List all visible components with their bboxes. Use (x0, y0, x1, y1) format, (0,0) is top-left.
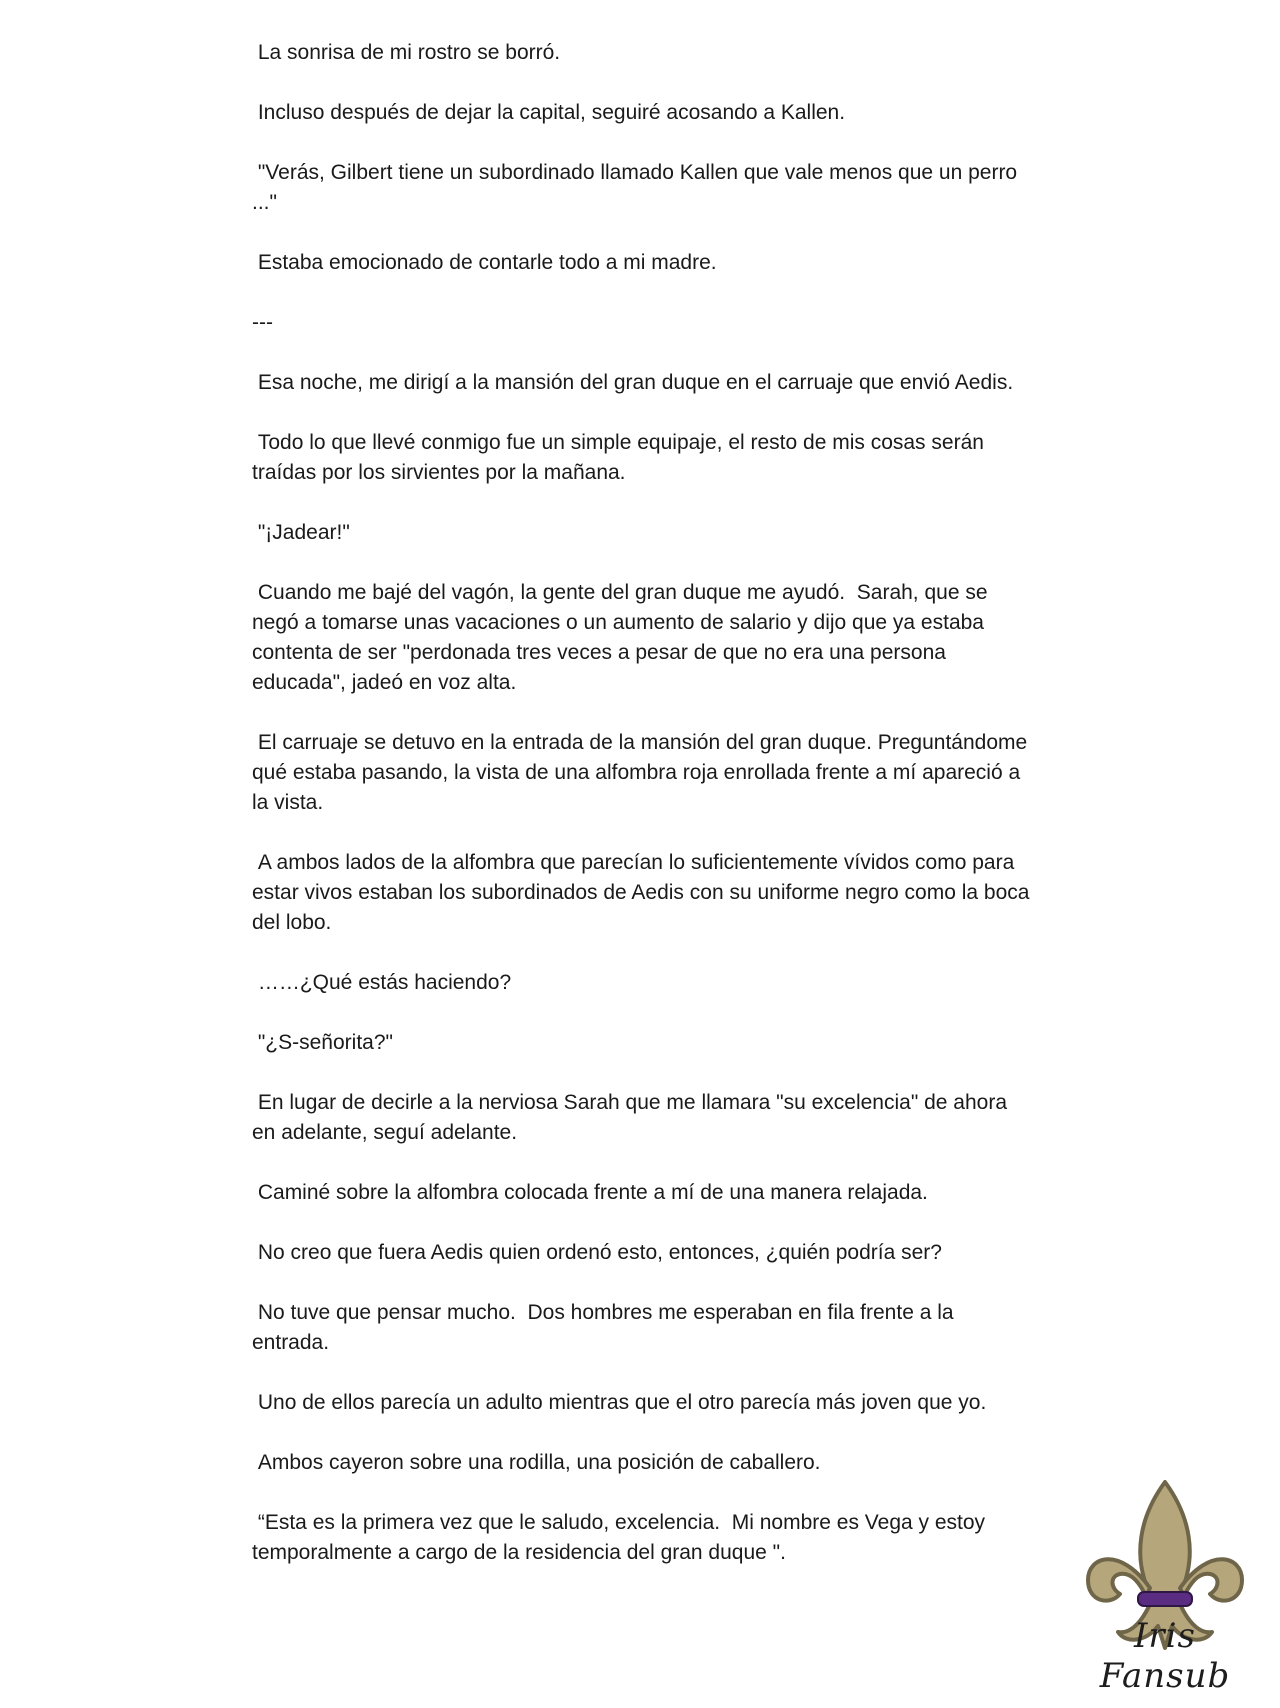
paragraph-12: "¿S-señorita?" (252, 1031, 393, 1054)
paragraph-9: El carruaje se detuvo en la entrada de la mansión del gran duque. Preguntándome qué estaba pasando, la vista de una alfombra roja enrollada frente a mí apareció a la vista. (252, 731, 1034, 814)
paragraph-1: La sonrisa de mi rostro se borró. (252, 41, 561, 64)
paragraph-5: Esa noche, me dirigí a la mansión del gran duque en el carruaje que envió Aedis. (252, 371, 1014, 394)
paragraph-15: No creo que fuera Aedis quien ordenó esto, entonces, ¿quién podría ser? (252, 1241, 942, 1264)
document-body (252, 38, 1036, 1598)
paragraph-8: Cuando me bajé del vagón, la gente del gran duque me ayudó. Sarah, que se negó a tomarse unas vacaciones o un aumento de salario y dijo que ya estaba contenta de ser "perdonada tres veces a pesar de que no era una persona educada", jadeó en voz alta. (252, 581, 994, 694)
paragraph-10: A ambos lados de la alfombra que parecían lo suficientemente vívidos como para estar vivos estaban los subordinados de Aedis con su uniforme negro como la boca del lobo. (252, 851, 1036, 934)
paragraph-11: ……¿Qué estás haciendo? (252, 971, 512, 994)
paragraph-18: Ambos cayeron sobre una rodilla, una posición de caballero. (252, 1451, 821, 1474)
paragraph-3: "Verás, Gilbert tiene un subordinado llamado Kallen que vale menos que un perro ..." (252, 161, 1023, 214)
paragraph-16: No tuve que pensar mucho. Dos hombres me esperaban en fila frente a la entrada. (252, 1301, 960, 1354)
iris-fansub-logo (1070, 1476, 1260, 1696)
paragraph-17: Uno de ellos parecía un adulto mientras que el otro parecía más joven que yo. (252, 1391, 987, 1414)
paragraph-14: Caminé sobre la alfombra colocada frente a mí de una manera relajada. (252, 1181, 928, 1204)
paragraph-19: “Esta es la primera vez que le saludo, excelencia. Mi nombre es Vega y estoy temporalmente a cargo de la residencia del gran duque ". (252, 1511, 991, 1564)
paragraph-2: Incluso después de dejar la capital, seguiré acosando a Kallen. (252, 101, 846, 124)
paragraph-6: Todo lo que llevé conmigo fue un simple equipaje, el resto de mis cosas serán traídas por los sirvientes por la mañana. (252, 431, 990, 484)
logo-text: Iris Fansub (1099, 1616, 1231, 1696)
paragraph-13: En lugar de decirle a la nerviosa Sarah que me llamara "su excelencia" de ahora en adelante, seguí adelante. (252, 1091, 1013, 1144)
paragraph-4: Estaba emocionado de contarle todo a mi madre. (252, 251, 717, 274)
section-separator: --- (252, 311, 273, 334)
paragraph-7: "¡Jadear!" (252, 521, 350, 544)
